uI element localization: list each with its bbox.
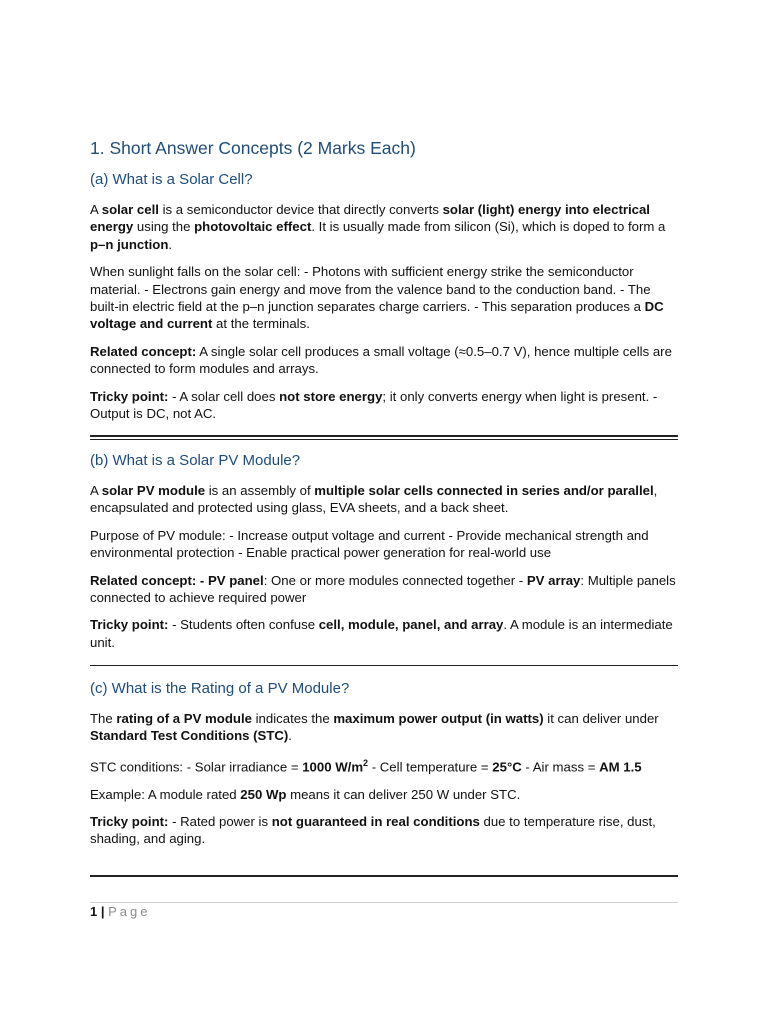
footer-separator: | bbox=[97, 904, 109, 919]
paragraph-tricky-point: Tricky point: - Students often confuse cell, module, panel, and array. A module is an intermediate unit. bbox=[90, 617, 673, 650]
main-heading: 1. Short Answer Concepts (2 Marks Each) bbox=[90, 138, 416, 158]
paragraph: Purpose of PV module: - Increase output voltage and current - Provide mechanical strength and environmental protection - Enable practical power generation for real-world use bbox=[90, 527, 649, 561]
paragraph: When sunlight falls on the solar cell: - Photons with sufficient energy strike the semiconductor material. - Electrons gain energy and move from the valence band to the conduction band. - The built-in electric field at the p–n junction separates charge carriers. - This separation produces a DC voltage and current at the terminals. bbox=[90, 264, 664, 332]
section-divider bbox=[90, 875, 678, 877]
paragraph-related-concept: Related concept: A single solar cell produces a small voltage (≈0.5–0.7 V), hence multiple cells are connected to form modules and arrays. bbox=[90, 343, 672, 377]
section-pv-rating bbox=[90, 680, 678, 848]
footer-divider bbox=[90, 902, 678, 903]
section-divider bbox=[90, 665, 678, 666]
page-label: Page bbox=[108, 904, 151, 919]
section-pv-module bbox=[90, 452, 678, 651]
paragraph: A solar PV module is an assembly of multiple solar cells connected in series and/or parallel, encapsulated and protected using glass, EVA sheets, and a back sheet. bbox=[90, 483, 658, 516]
paragraph-stc-conditions: STC conditions: - Solar irradiance = 1000 $W/m^2$ - Cell temperature = 25°C - Air mass = AM 1.5 bbox=[90, 757, 642, 775]
paragraph-tricky-point: Tricky point: - A solar cell does not store energy; it only converts energy when light is present. - Output is DC, not AC. bbox=[90, 388, 658, 422]
page-number: 1 bbox=[90, 904, 98, 919]
paragraph-tricky-point: Tricky point: - Rated power is not guaranteed in real conditions due to temperature rise, dust, shading, and aging. bbox=[90, 814, 656, 847]
section-divider bbox=[90, 435, 678, 440]
page-footer bbox=[90, 904, 150, 919]
section-heading: (b) What is a Solar PV Module? bbox=[90, 452, 301, 469]
section-heading: (c) What is the Rating of a PV Module? bbox=[90, 680, 350, 697]
paragraph-related-concept: Related concept: - PV panel: One or more modules connected together - PV array: Multiple panels connected to achieve required power bbox=[90, 572, 676, 606]
section-solar-cell bbox=[90, 171, 678, 422]
paragraph-example: Example: A module rated 250 Wp means it can deliver 250 W under STC. bbox=[90, 786, 521, 802]
section-heading: (a) What is a Solar Cell? bbox=[90, 171, 253, 188]
paragraph: The rating of a PV module indicates the maximum power output (in watts) it can deliver under Standard Test Conditions (STC). bbox=[90, 711, 659, 744]
paragraph: A solar cell is a semiconductor device that directly converts solar (light) energy into electrical energy using the photovoltaic effect. It is usually made from silicon (Si), which is doped to form a p–n junction. bbox=[90, 202, 666, 252]
